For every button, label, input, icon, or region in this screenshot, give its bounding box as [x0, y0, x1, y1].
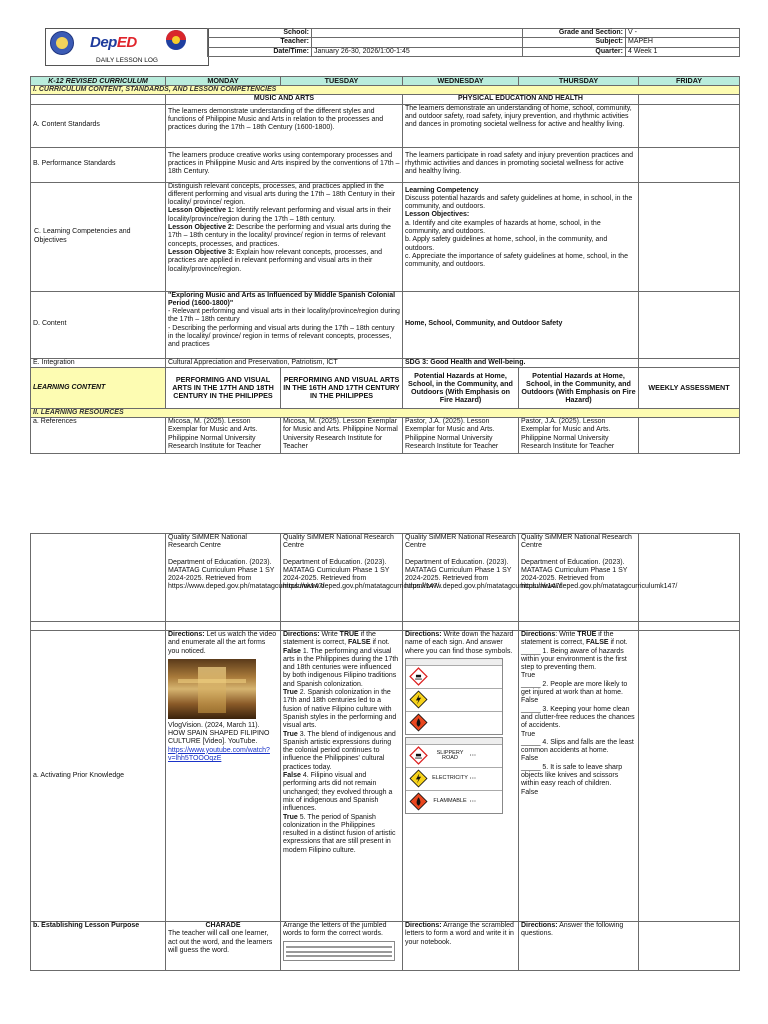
thu-item: _____ 1. Being aware of hazards within your environment is the first step to preventing them. True — [521, 647, 627, 680]
grade-section-value[interactable]: V - — [626, 29, 740, 38]
content-ma — [166, 291, 403, 358]
tue-item: True 3. The blend of indigenous and Spanish artistic expressions during the colonial period continues to influence the Philippines' cultural practices today. — [283, 730, 396, 771]
tue-item: False 4. Filipino visual and performing arts did not remain unchanged; they evolved through a mix of indigenous and Spanish influences. — [283, 772, 393, 813]
integration-ma: Cultural Appreciation and Preservation, Patriotism, ICT — [166, 358, 403, 367]
teacher-label: Teacher: — [208, 38, 312, 47]
references-mon: Micosa, M. (2025). Lesson Exemplar for Music and Arts. Philippine Normal University Research Institute for Teacher — [166, 418, 281, 454]
activating-tue — [281, 631, 403, 922]
competencies-pe — [403, 182, 639, 291]
lesson-log-table-page2 — [30, 533, 740, 971]
quarter-value[interactable]: 4 Week 1 — [626, 47, 740, 56]
learning-content-thu: Potential Hazards at Home, School, in the Community, and Outdoors (With Emphasis on Fire Hazard) — [519, 367, 639, 408]
school-label: School: — [208, 29, 312, 38]
learning-content-tue: PERFORMING AND VISUAL ARTS IN THE 16TH AND 17TH CENTURY IN THE PHILIPPES — [281, 367, 403, 408]
references-mon-cont: Quality SiMMER National Research Centre Department of Education. (2023). MATATAG Curriculum Phase 1 SY 2024-2025. Retrieved from https://www.deped.gov.ph/matatagcurriculumk147/ — [166, 534, 281, 622]
tue-item: True 2. Spanish colonization in the 17th and 18th centuries led to a fusion of native Filipino culture with Spanish styles in the performing and visual arts. — [283, 689, 397, 730]
pe-obj-label: Lesson Objectives: — [405, 211, 470, 219]
learning-content-fri: WEEKLY ASSESSMENT — [639, 367, 740, 408]
competency-ma-intro: Distinguish relevant concepts, processes, and practices applied in the different performing and visual arts during the 17th – 18th Century in their locality/ province/ region. — [168, 182, 396, 207]
charade-instructions: The teacher will call one learner, act out the word, and the learners will guess the word. — [168, 930, 273, 954]
slippery-road-sign-icon — [410, 668, 427, 685]
competencies-ma — [166, 182, 403, 291]
pe-obj-b: b. Apply safety guidelines at home, school, in the community, and outdoors. — [405, 236, 608, 252]
references-thu-cont: Quality SiMMER National Research Centre Department of Education. (2023). MATATAG Curriculum Phase 1 SY 2024-2025. Retrieved from https://www.deped.gov.ph/matatagcurriculumk147/ — [519, 534, 639, 622]
hazard-worksheet-blank — [405, 658, 503, 735]
date-time-label: Date/Time: — [208, 47, 312, 56]
activating-tue-directions: Directions: Write TRUE if the statement is correct, FALSE if not. — [283, 631, 390, 647]
references-wed: Pastor, J.A. (2025). Lesson Exemplar for Music and Arts. Philippine Normal University Research Institute for Teacher — [403, 418, 519, 454]
references-label: a. References — [31, 418, 166, 454]
teacher-value[interactable] — [312, 38, 523, 47]
header-info-table — [207, 28, 740, 57]
electricity-sign-icon — [410, 691, 427, 708]
tue-item: False 1. The performing and visual arts in the Philippines during the 17th and 18th centuries were influenced by both indigenous Filipino traditions and Spanish colonization. — [283, 647, 399, 688]
content-pe: Home, School, Community, and Outdoor Safety — [403, 291, 639, 358]
pe-lc: Discuss potential hazards and safety guidelines at home, in school, in the community, and outdoors. — [405, 194, 633, 211]
lesson-objective-3: Lesson Objective 3: Explain how relevant concepts, processes, and practices are applied in relevant performing and visual arts in their locality/province/region. — [168, 248, 383, 273]
content-standards-label: A. Content Standards — [31, 104, 166, 147]
thu-item: _____ 2. People are more likely to get injured at work than at home. False — [521, 680, 628, 705]
learning-content-wed: Potential Hazards at Home, School, in the Community, and Outdoors (With Emphasis on Fire Hazard) — [403, 367, 519, 408]
establishing-tue: Arrange the letters of the jumbled words to form the correct words. — [281, 922, 403, 971]
subject-music-arts: MUSIC AND ARTS — [166, 95, 403, 104]
date-time-value[interactable]: January 26-30, 2026/1:00-1:45 — [312, 47, 523, 56]
section-heading-curriculum: I. CURRICULUM CONTENT, STANDARDS, AND LESSON COMPETENCIES — [31, 86, 740, 95]
hazard-worksheet-answers: SLIPPERY ROAD • • • ELECTRICITY • • • FLAMMABLE • • • — [405, 737, 503, 814]
col-header-friday: FRIDAY — [639, 77, 740, 86]
col-header-monday: MONDAY — [166, 77, 281, 86]
activating-wed — [403, 631, 519, 922]
flammable-sign-icon — [410, 793, 427, 810]
integration-pe: SDG 3: Good Health and Well-being. — [403, 358, 639, 367]
col-header-thursday: THURSDAY — [519, 77, 639, 86]
references-wed-cont: Quality SiMMER National Research Centre Department of Education. (2023). MATATAG Curriculum Phase 1 SY 2024-2025. Retrieved from https://www.deped.gov.ph/matatagcurriculumk147/ — [403, 534, 519, 622]
electricity-sign-icon — [410, 770, 427, 787]
establishing-mon — [166, 922, 281, 971]
deped-seal-icon — [50, 31, 74, 55]
flammable-sign-icon — [410, 714, 427, 731]
subject-label: Subject: — [523, 38, 626, 47]
section-heading-resources: II. LEARNING RESOURCES — [31, 408, 740, 417]
content-ma-2: - Describing the performing and visual arts during the 17th – 18th century in the locality/ province/ region in terms of relevant concepts, processes, and practices — [168, 324, 395, 349]
video-citation: VlogVision. (2024, March 11). HOW SPAIN SHAPED FILIPINO CULTURE [Video]. YouTube. — [168, 721, 270, 746]
performance-standards-pe: The learners participate in road safety and injury prevention practices and rhythmic activities and dances in promoting societal wellness for active and healthy living. — [403, 147, 639, 182]
content-ma-title: "Exploring Music and Arts as Influenced by Middle Spanish Colonial Period (1600-1800)" — [168, 291, 396, 307]
establishing-thu: Directions: Answer the following questions. — [519, 922, 639, 971]
activating-wed-directions: Directions: Write down the hazard name of each sign. And answer where you can find those symbols. — [405, 631, 514, 655]
slippery-road-sign-icon — [410, 747, 427, 764]
activating-label: a. Activating Prior Knowledge — [31, 631, 166, 922]
tue-item: True 5. The period of Spanish colonization in the Philippines resulted in a distinct fusion of artistic expressions that are still present in modern Filipino culture. — [283, 813, 396, 854]
performance-standards-ma: The learners produce creative works using contemporary processes and practices in Philippine Music and Arts inspired by the conventions of 17th – 18th Century. — [166, 147, 403, 182]
content-standards-pe: The learners demonstrate an understanding of home, school, community, and outdoor safety, road safety, injury prevention, and rhythmic activities and dances in promoting societal wellness for active and healthy living. — [403, 104, 639, 147]
deped-logo: DepED — [90, 34, 137, 51]
charade-title: CHARADE — [205, 922, 241, 929]
learning-content-label: LEARNING CONTENT — [31, 367, 166, 408]
competencies-label: C. Learning Competencies and Objectives — [31, 182, 166, 291]
col-header-tuesday: TUESDAY — [281, 77, 403, 86]
logo-box — [45, 28, 209, 66]
establishing-label: b. Establishing Lesson Purpose — [31, 922, 166, 971]
content-ma-1: - Relevant performing and visual arts in their locality/province/region during the 17th – 18th century — [168, 308, 400, 324]
references-tue-cont: Quality SiMMER National Research Centre Department of Education. (2023). MATATAG Curriculum Phase 1 SY 2024-2025. Retrieved from https://www.deped.gov.ph/matatagcurriculumk147/ — [281, 534, 403, 622]
pe-obj-c: c. Appreciate the importance of safety guidelines at home, school, in the community, and outdoors. — [405, 252, 628, 269]
grade-section-label: Grade and Section: — [523, 29, 626, 38]
performance-standards-label: B. Performance Standards — [31, 147, 166, 182]
integration-label: E. Integration — [31, 358, 166, 367]
establishing-wed: Directions: Arrange the scrambled letters to form a word and write it in your notebook. — [403, 922, 519, 971]
thu-item: _____ 4. Slips and falls are the least common accidents at home. False — [521, 738, 634, 763]
activating-mon — [166, 631, 281, 922]
references-thu: Pastor, J.A. (2025). Lesson Exemplar for Music and Arts. Philippine Normal University Research Institute for Teacher — [519, 418, 639, 454]
lesson-objective-2: Lesson Objective 2: Describe the performing and visual arts during the 17th – 18th century in the locality/ province/ region in terms of relevant concepts, processes, and practices. — [168, 224, 391, 248]
quarter-label: Quarter: — [523, 47, 626, 56]
learning-content-mon: PERFORMING AND VISUAL ARTS IN THE 17TH AND 18TH CENTURY IN THE PHILIPPES — [166, 367, 281, 408]
form-title: DAILY LESSON LOG — [96, 57, 158, 64]
col-header-wednesday: WEDNESDAY — [403, 77, 519, 86]
content-standards-ma: The learners demonstrate understanding of the different styles and functions of Philippine Music and Arts in relation to the processes and practices during the 17th – 18th Century (1600-1800). — [166, 104, 403, 147]
activating-mon-directions: Directions: Let us watch the video and enumerate all the art forms you noticed. — [168, 631, 277, 655]
jumbled-words-table — [283, 941, 395, 961]
church-interior-image — [168, 659, 256, 719]
activating-thu-directions: Directions: Write TRUE if the statement is correct, FALSE if not. — [521, 631, 628, 647]
pe-obj-a: a. Identify and cite examples of hazards at home, school, in the community, and outdoors. — [405, 219, 601, 236]
subject-value[interactable]: MAPEH — [626, 38, 740, 47]
lesson-log-table-page1 — [30, 76, 740, 454]
bagong-pilipinas-logo-icon — [159, 29, 193, 51]
activating-thu — [519, 631, 639, 922]
school-value[interactable] — [312, 29, 523, 38]
video-link[interactable]: https://www.youtube.com/watch?v=lhh5TOOOqzE — [168, 746, 270, 763]
thu-item: _____ 5. It is safe to leave sharp objects like knives and scissors within easy reach of children. False — [521, 763, 623, 796]
lesson-objective-1: Lesson Objective 1: Identify relevant performing and visual arts in their locality/province/region during the 17th – 18th century. — [168, 207, 391, 223]
pe-lc-label: Learning Competency — [405, 186, 479, 194]
thu-item: _____ 3. Keeping your home clean and clutter-free reduces the chances of accidents. True — [521, 705, 635, 738]
subject-pe-health: PHYSICAL EDUCATION AND HEALTH — [403, 95, 639, 104]
references-tue: Micosa, M. (2025). Lesson Exemplar for Music and Arts. Philippine Normal University Research Institute for Teacher — [281, 418, 403, 454]
col-header-curriculum: K-12 REVISED CURRICULUM — [31, 77, 166, 86]
content-label: D. Content — [31, 291, 166, 358]
